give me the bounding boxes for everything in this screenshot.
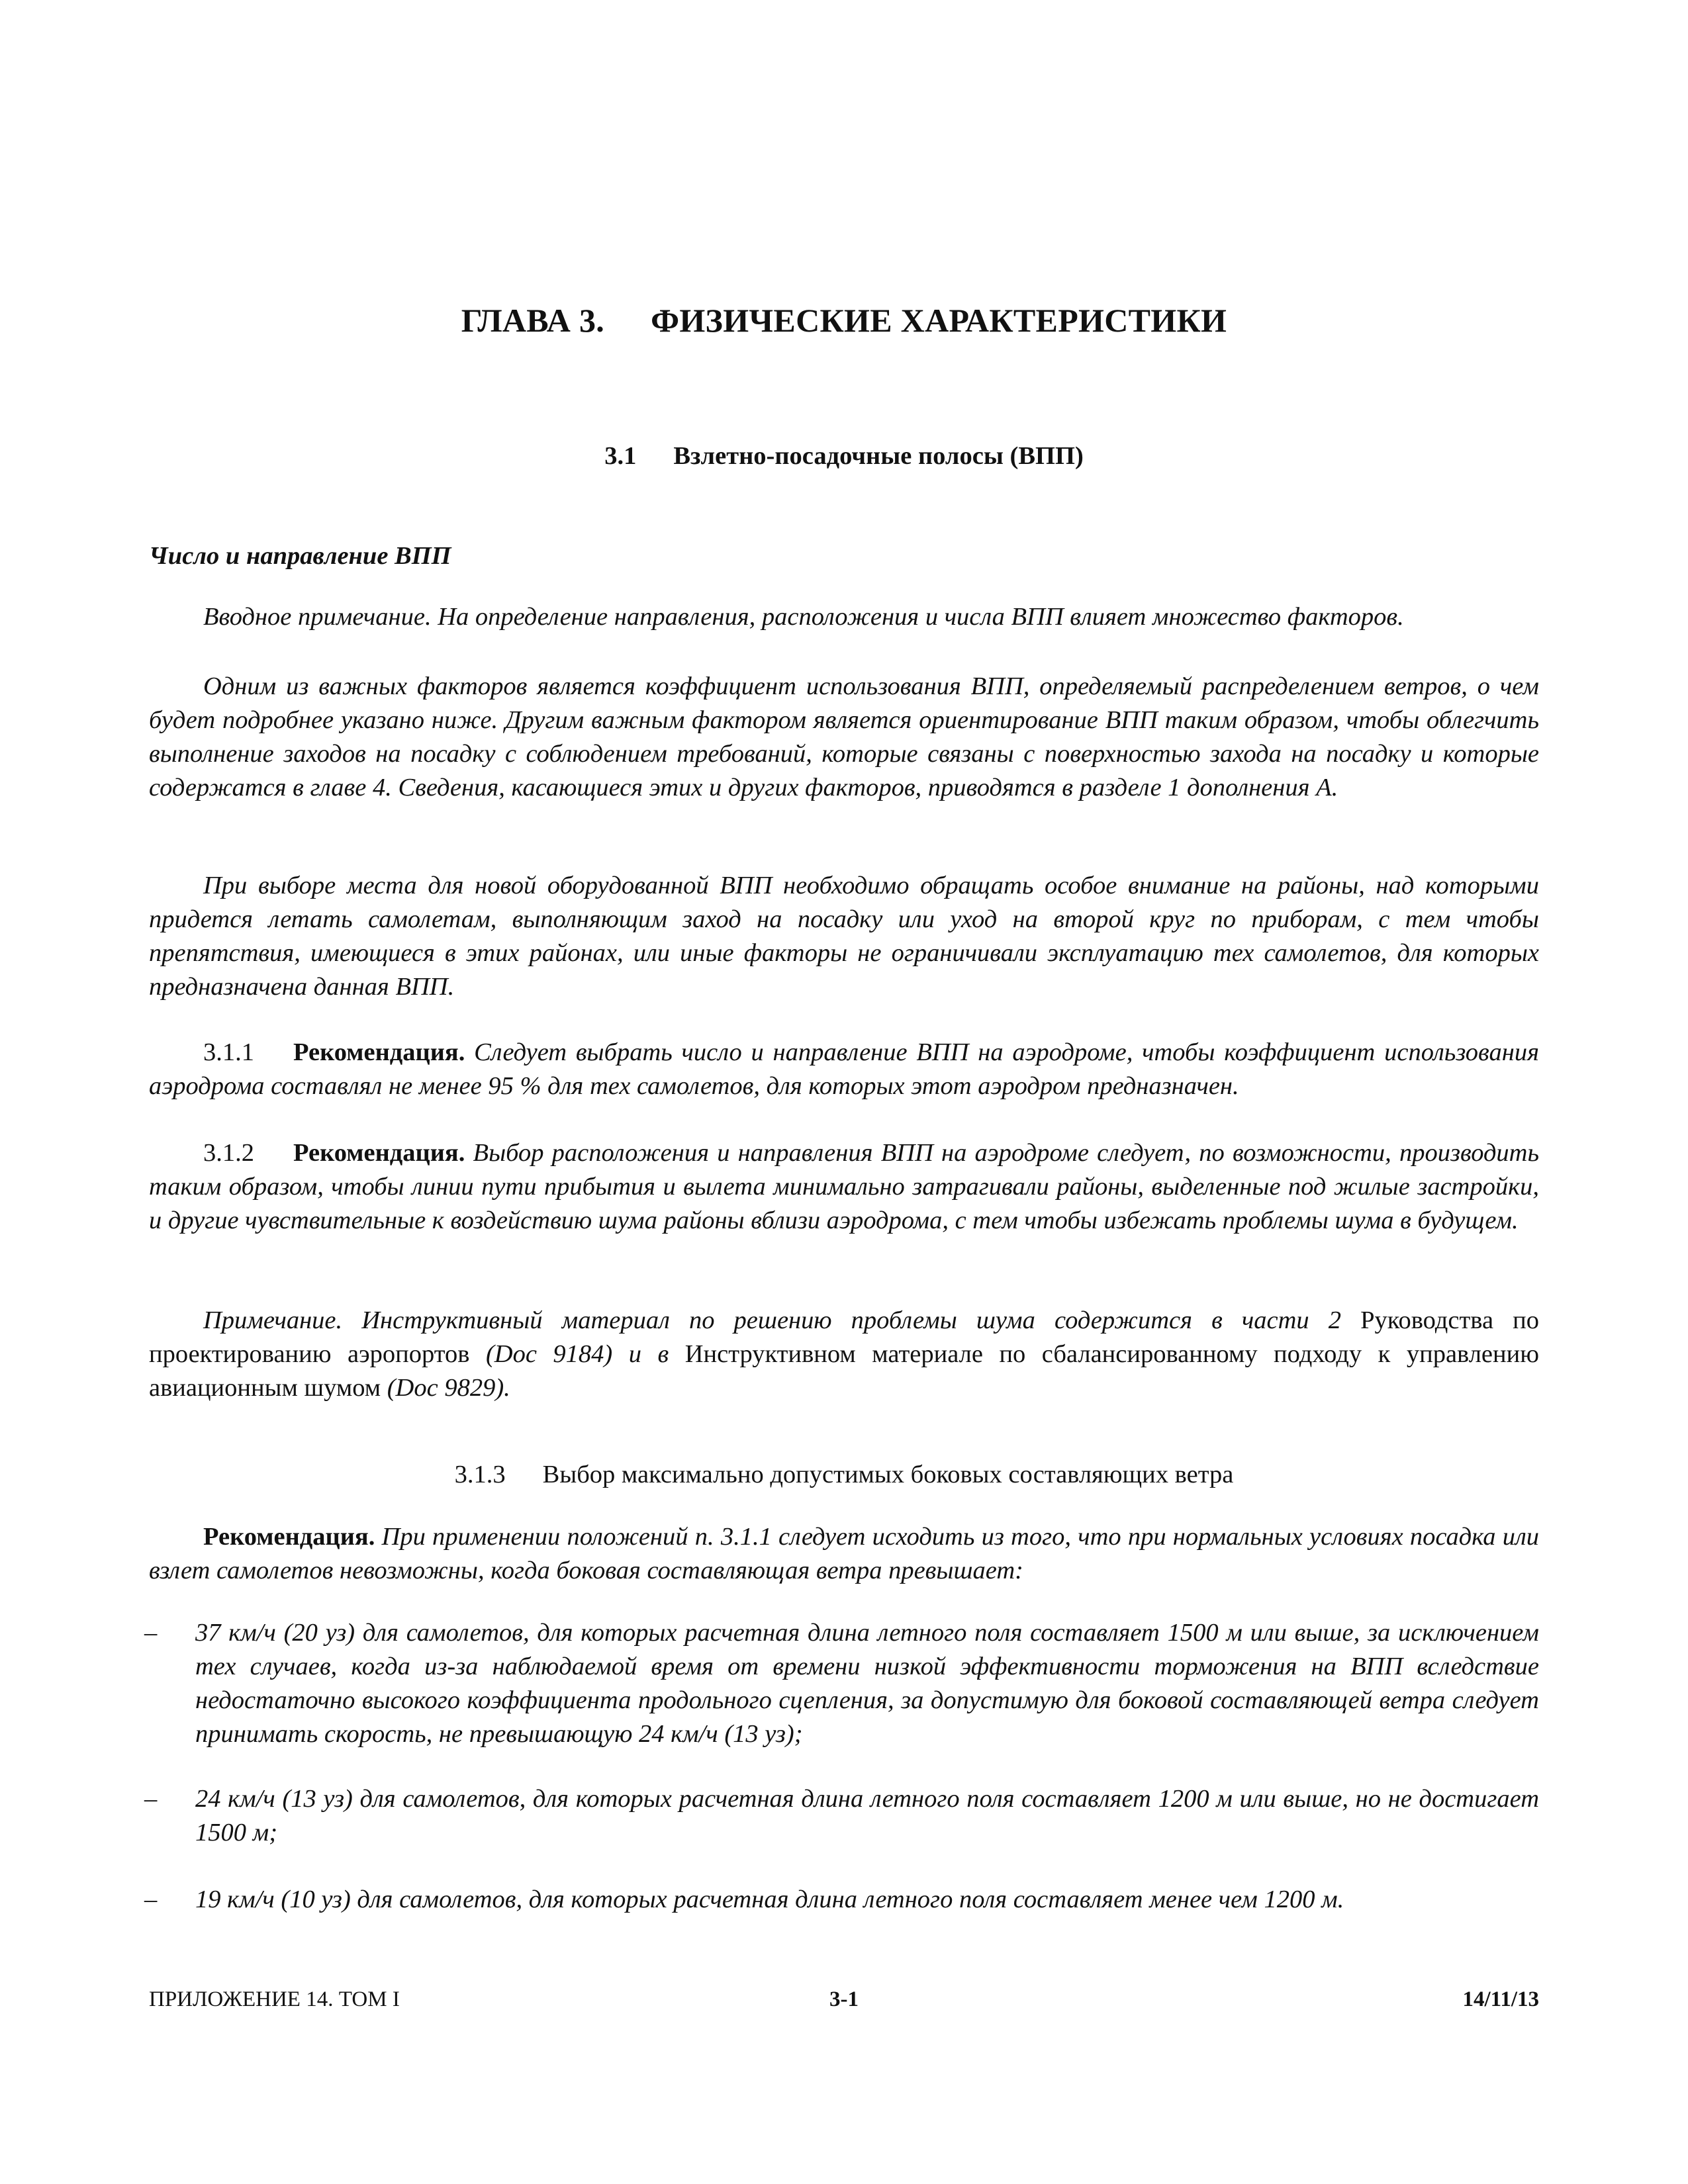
bullet-item bbox=[144, 1883, 1539, 1917]
footer-left: ПРИЛОЖЕНИЕ 14. ТОМ I bbox=[149, 1987, 400, 2011]
rec-text: Выбор расположения и направления ВПП на аэродроме следует, по возможности, производить таким образом, чтобы линии пути прибытия и вылета минимально затрагивали районы, выделенные под жилые застройки, и другие чувствительные к воздействию шума районы вблизи аэродрома, с тем чтобы избежать проблемы шума в будущем. bbox=[149, 1139, 1540, 1234]
paragraph-2: При выборе места для новой оборудованной ВПП необходимо обращать особое внимание на районы, над которыми придется летать самолетам, выполняющим заход на посадку или уход на второй круг по приборам, с тем чтобы препятствия, имеющиеся в этих районах, или иные факторы не ограничивали эксплуатацию тех самолетов, для которых предназначена данная ВПП. bbox=[149, 872, 1539, 1001]
rec-label: Рекомендация. bbox=[293, 1139, 465, 1167]
rec-number: 3.1.2 bbox=[203, 1139, 254, 1167]
note-part-2: (Doc 9184) и в bbox=[485, 1340, 669, 1368]
bullet-text: 24 км/ч (13 уз) для самолетов, для которых расчетная длина летного поля составляет 1200 м или выше, но не достигает 1500 м; bbox=[195, 1785, 1539, 1846]
recommendation-3-1-3 bbox=[149, 1520, 1539, 1588]
rec-label: Рекомендация. bbox=[203, 1523, 375, 1551]
rec-text: Следует выбрать число и направление ВПП на аэродроме, чтобы коэффициент использования аэродрома составлял не менее 95 % для тех самолетов, для которых этот аэродром предназначен. bbox=[149, 1038, 1539, 1100]
bullet-text: 19 км/ч (10 уз) для самолетов, для которых расчетная длина летного поля составляет менее чем 1200 м. bbox=[195, 1886, 1344, 1913]
section-3-1-3-heading bbox=[0, 1460, 1688, 1489]
recommendation-3-1-1 bbox=[149, 1036, 1539, 1103]
rec-number: 3.1.1 bbox=[203, 1038, 254, 1066]
recommendation-3-1-2 bbox=[149, 1136, 1539, 1238]
paragraph-1: Одним из важных факторов является коэффициент использования ВПП, определяемый распределением ветров, о чем будет подробнее указано ниже. Другим важным фактором является ориентирование ВПП таким образом, чтобы облегчить выполнение заходов на посадку с соблюдением требований, которые связаны с поверхностью захода на посадку и которые содержатся в главе 4. Сведения, касающиеся этих и других факторов, приводятся в разделе 1 дополнения А. bbox=[149, 672, 1539, 801]
bullet-item bbox=[144, 1616, 1539, 1751]
dash-bullet-icon: – bbox=[144, 1619, 158, 1647]
intro-note: Вводное примечание. На определение направления, расположения и числа ВПП влияет множество факторов. bbox=[203, 603, 1404, 631]
footer-date: 14/11/13 bbox=[1462, 1987, 1539, 2011]
section-number: 3.1 bbox=[604, 442, 637, 470]
note-part-3: (Doc 9829). bbox=[387, 1374, 510, 1402]
note-doc-2-title: Инструктивном материале по сбалансированному подходу к управлению авиационным шумом bbox=[149, 1340, 1539, 1402]
footer-page-number: 3-1 bbox=[829, 1987, 859, 2011]
note-doc-1-title: Руководства по проектированию аэропортов bbox=[149, 1306, 1539, 1368]
bullet-text: 37 км/ч (20 уз) для самолетов, для которых расчетная длина летного поля составляет 1500 м или выше, за исключением тех случаев, когда из-за наблюдаемой время от времени низкой эффективности торможения на ВПП вследствие недостаточно высокого коэффициента продольного сцепления, за допустимую для боковой составляющей ветра следует принимать скорость, не превышающую 24 км/ч (13 уз); bbox=[195, 1619, 1539, 1748]
section-3-1-3-title: Выбор максимально допустимых боковых составляющих ветра bbox=[542, 1461, 1234, 1488]
chapter-label: ГЛАВА 3. bbox=[461, 302, 605, 339]
chapter-title: ФИЗИЧЕСКИЕ ХАРАКТЕРИСТИКИ bbox=[651, 302, 1227, 339]
rec-label: Рекомендация. bbox=[293, 1038, 465, 1066]
bullet-item bbox=[144, 1782, 1539, 1850]
section-title: Взлетно-посадочные полосы (ВПП) bbox=[673, 442, 1084, 470]
rec-text: При применении положений п. 3.1.1 следует исходить из того, что при нормальных условиях посадка или взлет самолетов невозможны, когда боковая составляющая ветра превышает: bbox=[149, 1523, 1539, 1584]
note-paragraph bbox=[149, 1304, 1539, 1405]
dash-bullet-icon: – bbox=[144, 1886, 158, 1913]
dash-bullet-icon: – bbox=[144, 1785, 158, 1813]
note-part-1: Примечание. Инструктивный материал по решению проблемы шума содержится в части 2 bbox=[203, 1306, 1341, 1334]
subheading: Число и направление ВПП bbox=[149, 542, 451, 570]
section-heading bbox=[0, 441, 1688, 471]
section-3-1-3-number: 3.1.3 bbox=[454, 1461, 506, 1488]
chapter-heading bbox=[0, 301, 1688, 340]
